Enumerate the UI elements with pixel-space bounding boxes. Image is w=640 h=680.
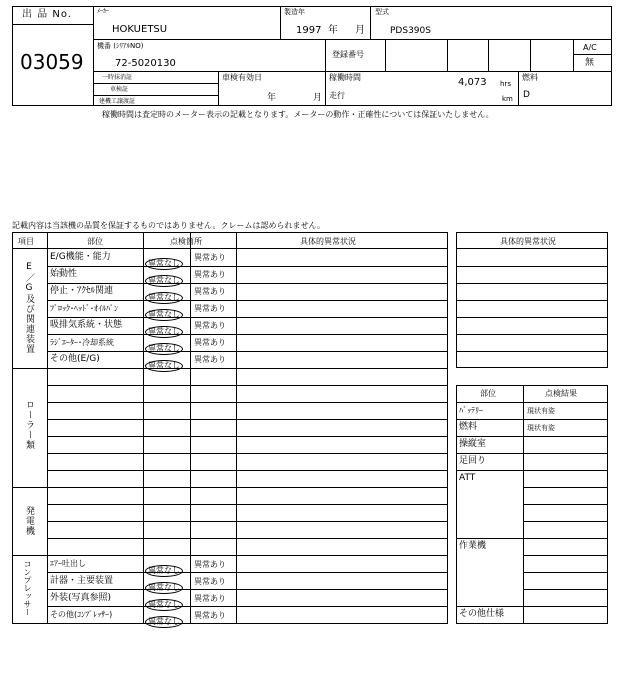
- divider: [12, 248, 448, 249]
- part-row: その他(E/G): [50, 354, 100, 364]
- section-engine: E／G及び関連装置: [24, 262, 34, 354]
- ac-value: 無: [585, 58, 595, 68]
- hours-label: 稼働時間: [329, 73, 361, 82]
- part-row: 外装(写真参照): [50, 593, 112, 603]
- result-value: 現状有姿: [527, 407, 555, 415]
- hours-unit: hrs: [500, 80, 511, 88]
- ok-option-circled[interactable]: 異常なし: [145, 268, 183, 287]
- inspection-label: 車検有効日: [222, 73, 262, 82]
- divider: [47, 436, 448, 437]
- divider: [93, 71, 612, 72]
- doc-row-2: 車検証: [110, 86, 129, 93]
- ng-option[interactable]: 異常あり: [194, 253, 226, 262]
- mileage-unit: km: [502, 95, 513, 103]
- inspection-month-unit: 月: [313, 93, 323, 103]
- divider: [47, 504, 448, 505]
- part-row: 始動性: [50, 269, 78, 279]
- divider: [47, 419, 448, 420]
- divider: [456, 606, 608, 607]
- ng-option[interactable]: 異常あり: [194, 611, 226, 620]
- divider: [47, 385, 448, 386]
- divider: [456, 470, 608, 471]
- mileage-label: 走行: [329, 91, 345, 100]
- divider: [523, 589, 608, 590]
- doc-row-1: 一時抹消証: [102, 74, 133, 81]
- part-row: ﾗｼﾞｴｰﾀｰ･冷却系統: [50, 338, 114, 347]
- listing-number: 03059: [20, 50, 84, 74]
- col-detail: 具体的異常状況: [300, 237, 356, 246]
- part-row: ﾌﾞﾛｯｸ･ﾍｯﾄﾞ･ｵｲﾙﾊﾟﾝ: [50, 304, 118, 313]
- serial-value: 72-5020130: [115, 58, 176, 69]
- col-part: 部位: [87, 237, 103, 246]
- ng-option[interactable]: 異常あり: [194, 304, 226, 313]
- result-part: その他仕様: [459, 609, 505, 619]
- result-col-result: 点検結果: [545, 389, 577, 398]
- divider: [12, 487, 448, 488]
- doc-row-3: 建機工譲渡証: [99, 98, 136, 105]
- divider: [143, 232, 144, 624]
- divider: [280, 6, 281, 39]
- ng-option[interactable]: 異常あり: [194, 287, 226, 296]
- divider: [47, 266, 448, 267]
- ng-option[interactable]: 異常あり: [194, 560, 226, 569]
- section-generator: 発電機: [24, 506, 34, 536]
- result-part: 作業機: [459, 541, 487, 551]
- ok-option-circled[interactable]: 異常なし: [145, 353, 183, 372]
- ng-option[interactable]: 異常あり: [194, 338, 226, 347]
- ok-option-circled[interactable]: 異常なし: [145, 575, 183, 594]
- year-value: 1997: [296, 25, 322, 36]
- divider: [523, 504, 608, 505]
- ng-option[interactable]: 異常あり: [194, 270, 226, 279]
- divider: [456, 402, 608, 403]
- divider: [47, 606, 448, 607]
- year-unit: 年: [328, 25, 338, 36]
- ok-option-circled[interactable]: 異常なし: [145, 558, 183, 577]
- month-unit: 月: [355, 25, 365, 36]
- ok-option-circled[interactable]: 異常なし: [145, 319, 183, 338]
- divider: [190, 232, 191, 624]
- divider: [47, 300, 448, 301]
- part-row: 吸排気系統・状態: [50, 320, 123, 330]
- divider: [456, 300, 608, 301]
- part-row: その他(ｺﾝﾌﾟﾚｯｻｰ): [50, 610, 113, 619]
- divider: [47, 470, 448, 471]
- result-part: 燃料: [459, 422, 478, 432]
- year-label: 製造年: [284, 8, 305, 16]
- section-compressor: コンプレッサー: [23, 560, 32, 616]
- model-label: 型式: [375, 8, 389, 16]
- divider: [47, 453, 448, 454]
- divider: [12, 368, 448, 369]
- divider: [456, 283, 608, 284]
- header-block: [12, 6, 612, 106]
- divider: [47, 334, 448, 335]
- col-item: 項目: [18, 237, 34, 246]
- part-row: 停止・ｱｸｾﾙ関連: [50, 286, 114, 296]
- divider: [518, 71, 519, 106]
- divider: [456, 436, 608, 437]
- divider: [325, 39, 326, 106]
- divider: [456, 538, 608, 539]
- divider: [456, 351, 608, 352]
- divider: [523, 572, 608, 573]
- divider: [523, 487, 608, 488]
- result-value: 現状有姿: [527, 424, 555, 432]
- ng-option[interactable]: 異常あり: [194, 321, 226, 330]
- part-row: ｴｱｰ吐出し: [50, 559, 86, 568]
- ng-option[interactable]: 異常あり: [194, 577, 226, 586]
- divider: [93, 39, 612, 40]
- section-rollers: ローラー類: [24, 400, 34, 450]
- divider: [385, 39, 386, 71]
- inspection-year-unit: 年: [267, 93, 277, 103]
- divider: [456, 248, 608, 249]
- divider: [456, 419, 608, 420]
- divider: [47, 538, 448, 539]
- divider: [12, 555, 448, 556]
- divider: [93, 83, 218, 84]
- divider: [47, 232, 48, 624]
- divider: [93, 95, 218, 96]
- registration-label: 登録番号: [332, 50, 364, 59]
- divider: [93, 6, 94, 106]
- col-check: 点検箇所: [170, 237, 202, 246]
- divider: [12, 24, 94, 25]
- ok-option-circled[interactable]: 異常なし: [145, 592, 183, 611]
- listing-no-label: 出 品 No.: [22, 9, 72, 20]
- maker-value: HOKUETSU: [112, 24, 168, 35]
- divider: [47, 351, 448, 352]
- divider: [523, 555, 608, 556]
- detail-table-header: 具体的異常状況: [500, 237, 556, 246]
- fuel-label: 燃料: [522, 73, 538, 82]
- part-row: E/G機能・能力: [50, 252, 111, 262]
- part-row: 計器・主要装置: [50, 576, 114, 586]
- hours-value: 4,073: [458, 77, 487, 88]
- result-part: 足回り: [459, 456, 487, 466]
- divider: [218, 71, 219, 106]
- ok-option-circled[interactable]: 異常なし: [145, 285, 183, 304]
- divider: [236, 232, 237, 624]
- quality-note: 記載内容は当該機の品質を保証するものではありません。クレームは認められません。: [12, 221, 325, 230]
- model-value: PDS390S: [390, 26, 431, 36]
- divider: [447, 39, 448, 71]
- ok-option-circled[interactable]: 異常なし: [145, 336, 183, 355]
- result-col-part: 部位: [480, 389, 496, 398]
- hours-note: 稼働時間は査定時のメーター表示の記載となります。メーターの動作・正確性については保証いたしません。: [102, 110, 494, 119]
- ng-option[interactable]: 異常あり: [194, 594, 226, 603]
- divider: [523, 521, 608, 522]
- divider: [456, 266, 608, 267]
- ok-option-circled[interactable]: 異常なし: [145, 609, 183, 628]
- divider: [47, 402, 448, 403]
- fuel-value: D: [523, 90, 530, 100]
- divider: [573, 54, 612, 55]
- divider: [488, 39, 489, 71]
- result-part: ATT: [459, 473, 476, 483]
- ok-option-circled[interactable]: 異常なし: [145, 251, 183, 270]
- result-part: 操縦室: [459, 439, 487, 449]
- divider: [370, 6, 371, 39]
- divider: [47, 589, 448, 590]
- ac-label: A/C: [583, 43, 597, 52]
- ng-option[interactable]: 異常あり: [194, 355, 226, 364]
- divider: [456, 334, 608, 335]
- serial-label: 機番 (ｼﾘｱﾙNO): [97, 42, 144, 50]
- result-part: ﾊﾞｯﾃﾘｰ: [459, 406, 483, 415]
- ok-option-circled[interactable]: 異常なし: [145, 302, 183, 321]
- divider: [573, 39, 574, 71]
- divider: [47, 283, 448, 284]
- divider: [530, 39, 531, 71]
- divider: [47, 521, 448, 522]
- maker-label: ﾒｰｶｰ: [97, 8, 110, 15]
- divider: [456, 453, 608, 454]
- divider: [47, 572, 448, 573]
- divider: [456, 317, 608, 318]
- divider: [47, 317, 448, 318]
